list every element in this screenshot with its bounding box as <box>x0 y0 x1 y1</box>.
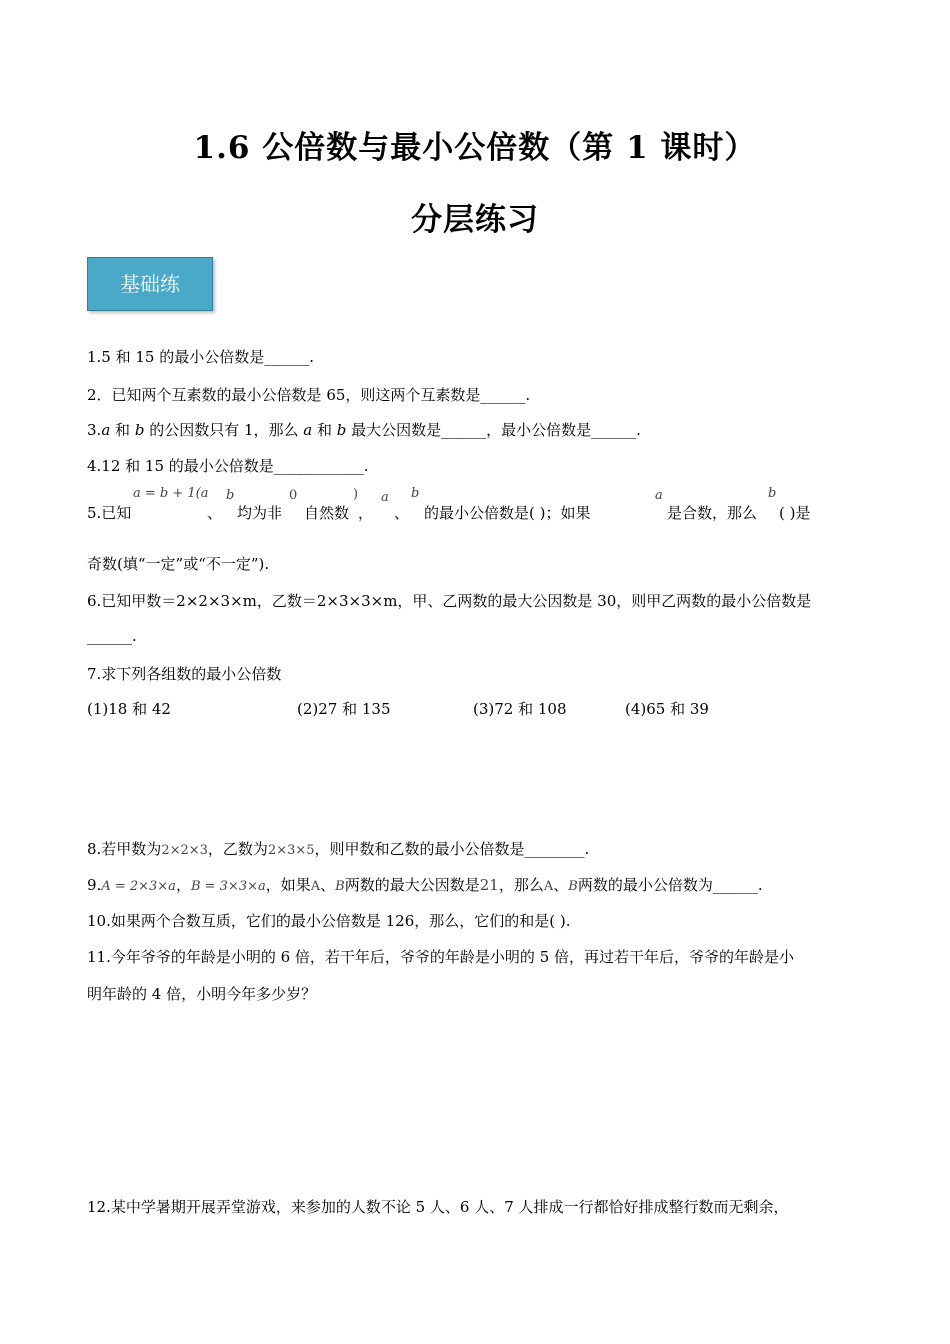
page-subtitle: 分层练习 <box>411 202 539 238</box>
question-8: 8.若甲数为2×2×3，乙数为2×3×5，则甲数和乙数的最小公倍数是________. <box>87 840 590 858</box>
question-12: 12.某中学暑期开展弄堂游戏，来参加的人数不论 5 人、6 人、7 人排成一行都恰好排成整行数而无剩余， <box>87 1198 789 1216</box>
question-5-text-3: 的最小公倍数是( )；如果 <box>424 504 591 522</box>
question-6-line-2: ______. <box>87 627 137 645</box>
question-5-text-1: 均为非 <box>237 504 283 522</box>
question-7: 7.求下列各组数的最小公倍数 <box>87 665 282 683</box>
question-7-item-3: (3)72 和 108 <box>473 700 567 718</box>
question-6: 6.已知甲数＝2×2×3×m，乙数＝2×3×3×m，甲、乙两数的最大公因数是 30，则甲乙两数的最小公倍数是 <box>87 592 812 610</box>
question-5-comma: ， <box>358 504 374 522</box>
question-5-line-2: 奇数(填“一定”或“不一定”). <box>87 555 270 573</box>
question-7-item-2: (2)27 和 135 <box>297 700 391 718</box>
question-2: 2．已知两个互素数的最小公倍数是 65，则这两个互素数是______. <box>87 386 531 404</box>
question-5-sep: 、 <box>207 504 223 522</box>
question-5-zero: 0 <box>289 488 298 503</box>
question-5-b2: b <box>411 486 420 501</box>
question-9: 9.A = 2×3×a，B = 3×3×a，如果A、B两数的最大公因数是21，那么A、B两数的最小公倍数为______. <box>87 876 763 894</box>
question-1: 1.5 和 15 的最小公倍数是______. <box>87 348 315 366</box>
question-5-a2: a <box>381 490 389 505</box>
question-5-a3: a <box>655 488 663 503</box>
question-3: 3.a 和 b 的公因数只有 1，那么 a 和 b 最大公因数是______，最小公倍数是______. <box>87 421 641 439</box>
question-5-sep2: 、 <box>394 504 410 522</box>
question-5-text-4: 是合数，那么 <box>667 504 758 522</box>
question-5-b: b <box>226 488 235 503</box>
question-11: 11.今年爷爷的年龄是小明的 6 倍，若干年后，爷爷的年龄是小明的 5 倍，再过若干年后，爷爷的年龄是小 <box>87 948 795 966</box>
question-10: 10.如果两个合数互质，它们的最小公倍数是 126，那么，它们的和是( ). <box>87 912 571 930</box>
question-7-item-1: (1)18 和 42 <box>87 700 171 718</box>
question-5-pre: 5.已知 <box>87 504 132 522</box>
question-5-text-2: 自然数 <box>304 504 350 522</box>
question-7-item-4: (4)65 和 39 <box>625 700 709 718</box>
question-4: 4.12 和 15 的最小公倍数是____________. <box>87 457 369 475</box>
question-5-text-5: ( )是 <box>779 504 811 522</box>
section-badge: 基础练 <box>87 257 213 311</box>
question-5-expr: a = b + 1(a <box>133 486 209 501</box>
question-11-line-2: 明年龄的 4 倍，小明今年多少岁？ <box>87 985 317 1003</box>
question-5-b3: b <box>768 486 777 501</box>
question-5-paren: ) <box>353 487 359 502</box>
page-title: 1.6 公倍数与最小公倍数（第 1 课时） <box>193 130 757 166</box>
